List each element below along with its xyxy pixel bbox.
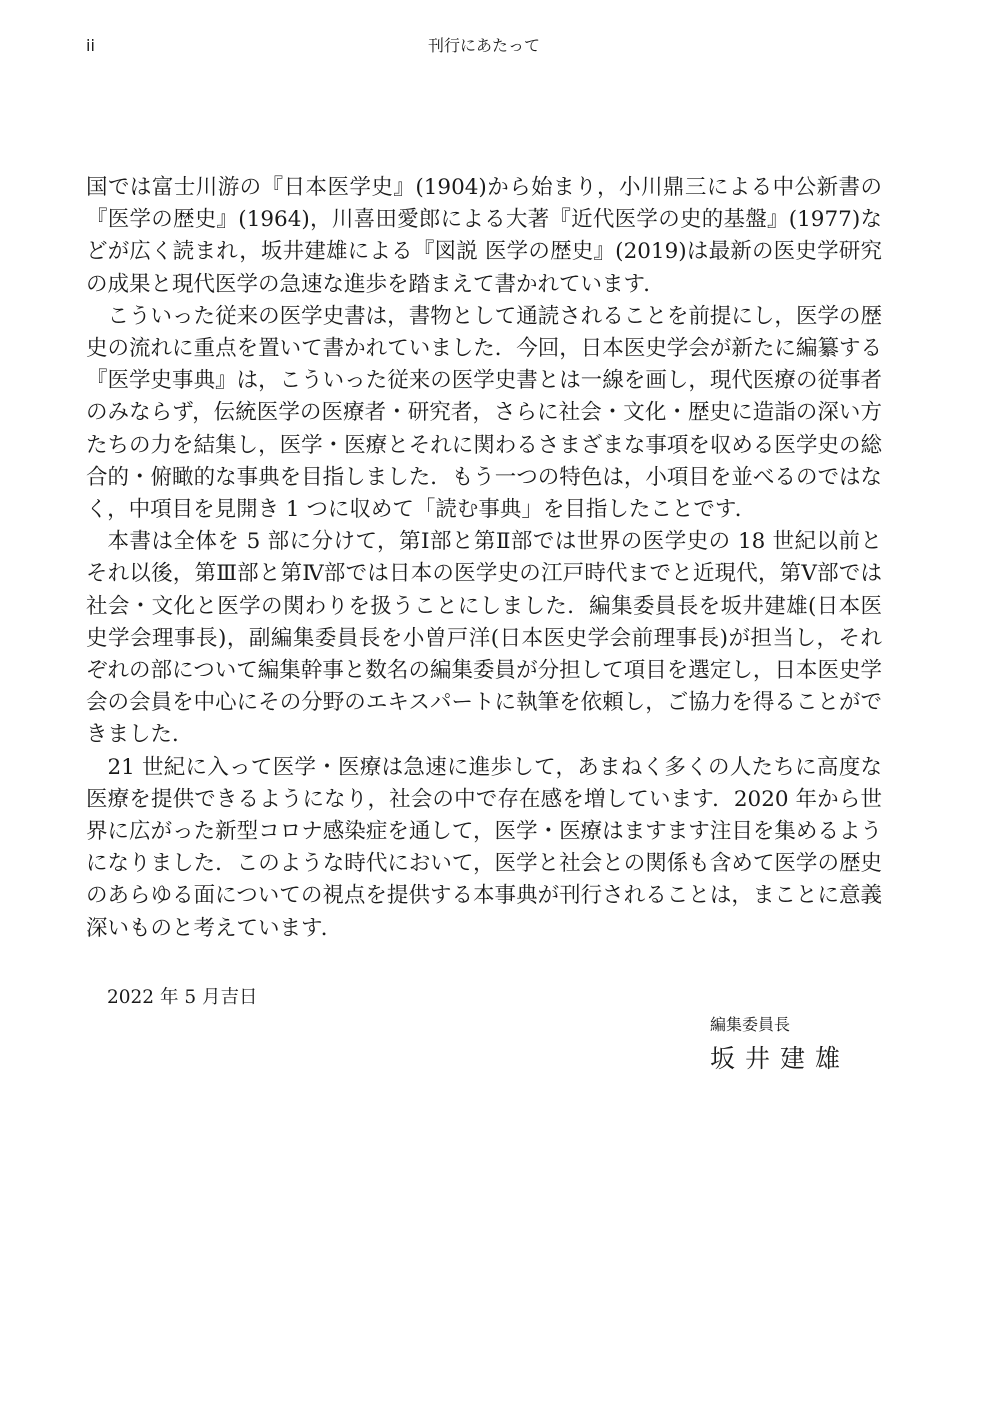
paragraph-history-books: こういった従来の医学史書は，書物として通読されることを前提にし，医学の歴史の流れに重点を置いて書かれていました．今回，日本医史学会が新たに編纂する『医学史事典』は，こういった従来の医学史書とは一線を画し，現代医療の従事者のみならず，伝統医学の医療者・研究者，さらに社会・文化・歴史に造詣の深い方たちの力を結集し，医学・医療とそれに関わるさまざまな事項を収める医学史の総合的・俯瞰的な事典を目指しました．もう一つの特色は，小項目を並べるのではなく，中項目を見開き 1 つに収めて「読む事典」を目指したことです． xyxy=(86,303,882,523)
paragraph-significance: 21 世紀に入って医学・医療は急速に進歩して，あまねく多くの人たちに高度な医療を提供できるようになり，社会の中で存在感を増しています．2020 年から世界に広がった新型コロナ感染症を通して，医学・医療はますます注目を集めるようになりました．このような時代において，医学と社会との関係も含めて医学の歴史のあらゆる面についての視点を提供する本事典が刊行されることは，まことに意義深いものと考えています． xyxy=(86,754,882,941)
signature-name: 坂井建雄 xyxy=(710,1044,851,1073)
body-text xyxy=(86,172,882,945)
page-number: ii xyxy=(86,36,95,55)
publication-date: 2022 年 5 月吉日 xyxy=(107,987,258,1008)
signature-role: 編集委員長 xyxy=(710,1015,791,1034)
signature-block xyxy=(710,1012,890,1077)
section-title: 刊行にあたって xyxy=(427,36,540,55)
paragraph-continued: 国では富士川游の『日本医学史』(1904)から始まり，小川鼎三による中公新書の『医学の歴史』(1964)，川喜田愛郎による大著『近代医学の史的基盤』(1977)などが広く読まれ，坂井建雄による『図説 医学の歴史』(2019)は最新の医史学研究の成果と現代医学の急速な進歩を踏まえて書かれています． xyxy=(86,175,882,297)
running-header xyxy=(86,34,882,58)
paragraph-book-structure: 本書は全体を 5 部に分けて，第Ⅰ部と第Ⅱ部では世界の医学史の 18 世紀以前とそれ以後，第Ⅲ部と第Ⅳ部では日本の医学史の江戸時代までと近現代，第Ⅴ部では社会・文化と医学の関わりを扱うことにしました．編集委員長を坂井建雄(日本医史学会理事長)，副編集委員長を小曽戸洋(日本医史学会前理事長)が担当し，それぞれの部について編集幹事と数名の編集委員が分担して項目を選定し，日本医史学会の会員を中心にその分野のエキスパートに執筆を依頼し，ご協力を得ることができました． xyxy=(86,529,882,748)
